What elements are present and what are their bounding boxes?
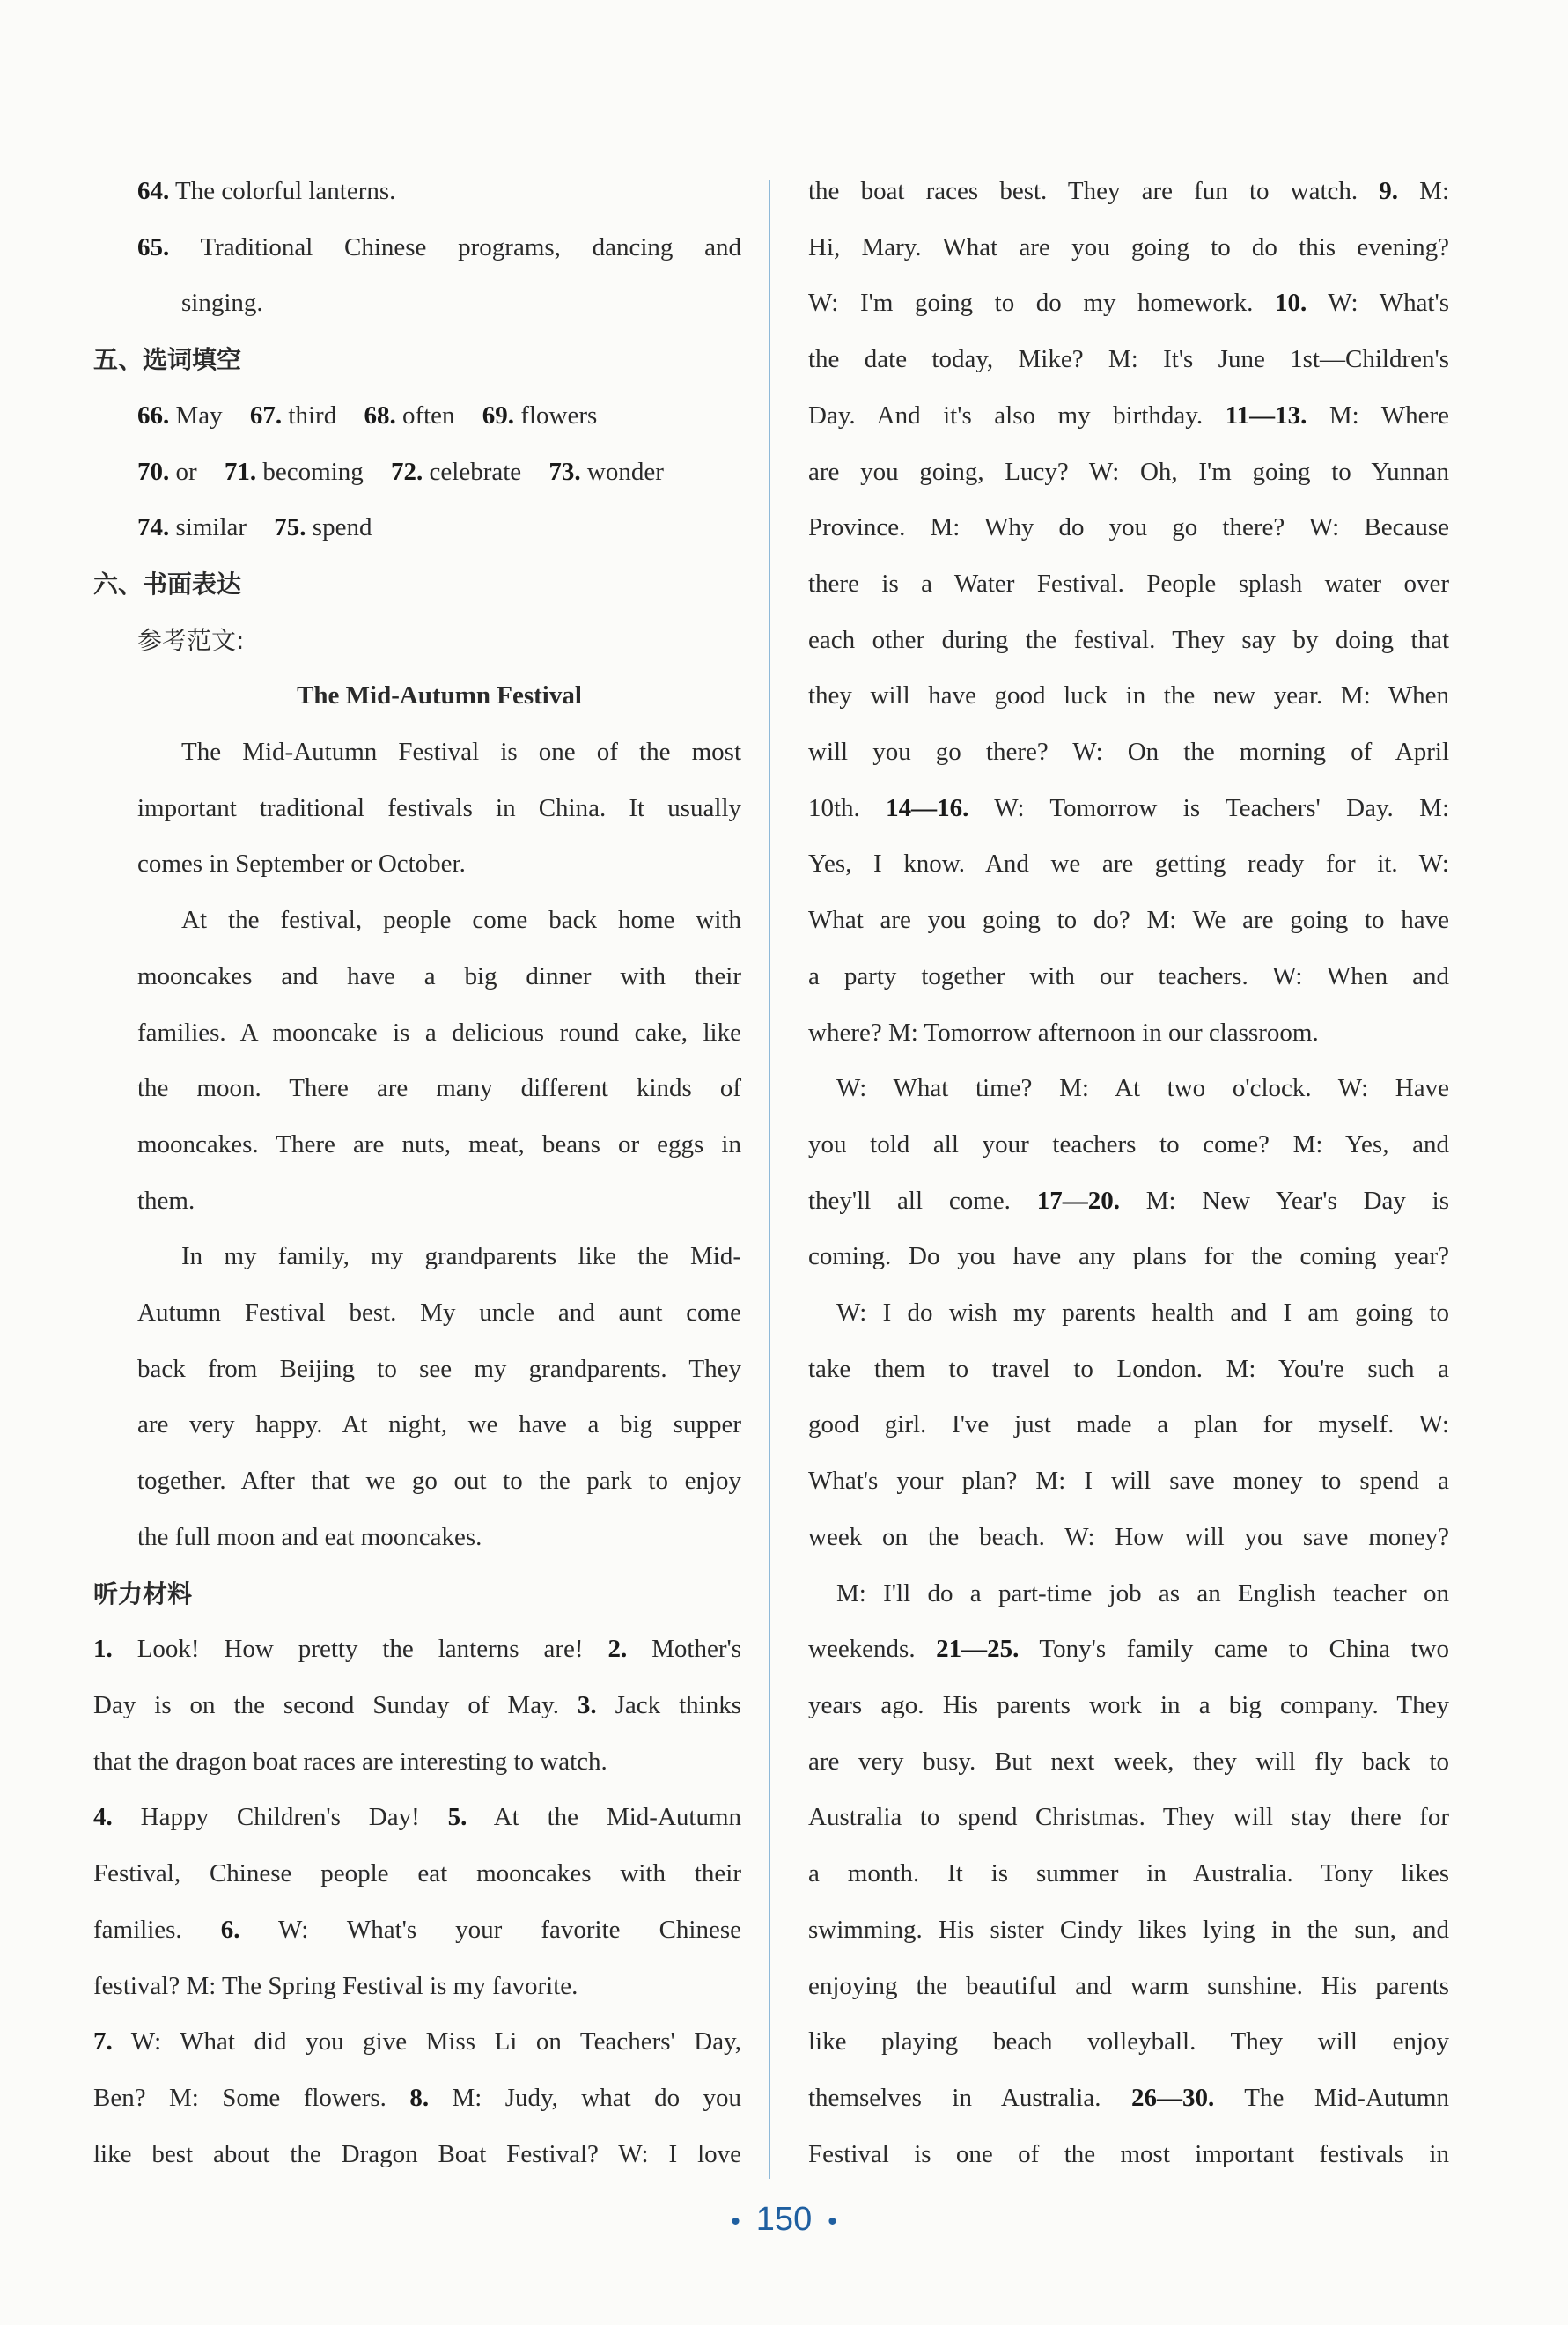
word-answers-row-1 [93, 388, 741, 445]
essay-line: are very happy. At night, we have a big supper [137, 1410, 741, 1439]
line-text: where? M: Tomorrow afternoon in our classroom. [808, 1018, 1319, 1047]
word-answers-row-2 [93, 445, 741, 501]
right-column [808, 164, 1449, 2182]
line-text: week on the beach. W: How will you save money? [808, 1522, 1449, 1551]
left-column [93, 164, 741, 2182]
listening-line [808, 445, 1449, 501]
word-answer: 74. similar [137, 513, 247, 542]
line-text: Festival is one of the most important festivals in [808, 2139, 1449, 2168]
line-text: 10th. [808, 793, 860, 822]
essay-line: the moon. There are many different kinds of [137, 1074, 741, 1103]
listening-line [808, 1566, 1449, 1622]
word-answer: 72. celebrate [391, 457, 522, 486]
item-number: 9. [1379, 177, 1399, 205]
listening-line [808, 1005, 1449, 1062]
line-text: M: Where [1329, 401, 1450, 430]
listening-line [808, 2127, 1449, 2183]
item-number: 65. [137, 232, 170, 261]
line-text: years ago. His parents work in a big company. They [808, 1690, 1449, 1719]
line-text: W: I'm going to do my homework. [808, 289, 1254, 318]
listening-line [808, 1734, 1449, 1791]
essay-line: The Mid-Autumn Festival is one of the most [181, 738, 741, 767]
listening-line [808, 1902, 1449, 1959]
line-text: W: What time? M: At two o'clock. W: Have [836, 1074, 1449, 1103]
word-answers-row-3 [93, 500, 741, 556]
listening-line: Day is on the second Sunday of May. 3. Jack thinks [93, 1690, 742, 1719]
line-text: the boat races best. They are fun to watch. [808, 177, 1358, 205]
listening-line [808, 1959, 1449, 2015]
line-text: coming. Do you have any plans for the coming year? [808, 1242, 1449, 1271]
listening-line: 4. Happy Children's Day! 5. At the Mid-Autumn [93, 1803, 742, 1832]
line-text: enjoying the beautiful and warm sunshine. His parents [808, 1971, 1449, 2000]
answer-65 [93, 220, 741, 276]
listening-line [808, 556, 1449, 613]
line-text: Province. M: Why do you go there? W: Because [808, 513, 1449, 542]
line-text: take them to travel to London. M: You're such a [808, 1354, 1449, 1383]
section-5-heading: 五、选词填空 [93, 345, 242, 375]
listening-line [808, 1453, 1449, 1510]
section-6-heading: 六、书面表达 [93, 569, 242, 599]
word-answer: 71. becoming [224, 457, 364, 486]
line-text: W: Tomorrow is Teachers' Day. M: [994, 793, 1449, 822]
listening-line: families. 6. W: What's your favorite Chinese [93, 1915, 741, 1944]
line-text: Yes, I know. And we are getting ready for it. W: [808, 850, 1449, 879]
essay-line: mooncakes and have a big dinner with their [137, 961, 741, 990]
essay-line: together. After that we go out to the park to enjoy [137, 1467, 741, 1496]
essay-line: families. A mooncake is a delicious round cake, like [137, 1018, 741, 1047]
listening-line [808, 1342, 1449, 1398]
listening-line [808, 388, 1449, 445]
line-text: are you going, Lucy? W: Oh, I'm going to Yunnan [808, 457, 1449, 486]
bullet-dot: • [731, 2207, 740, 2236]
essay-line: the full moon and eat mooncakes. [137, 1522, 482, 1551]
listening-line [808, 668, 1449, 725]
line-text: you told all your teachers to come? M: Yes, and [808, 1129, 1449, 1159]
listening-line [808, 220, 1449, 276]
word-answer: 75. spend [274, 513, 372, 542]
line-text: M: [1419, 177, 1449, 205]
item-number: 14—16. [886, 793, 969, 822]
essay-line: important traditional festivals in China. It usually [137, 793, 741, 822]
page-number [0, 2201, 1568, 2239]
listening-line [808, 1285, 1449, 1342]
essay-line: Autumn Festival best. My uncle and aunt come [137, 1299, 741, 1328]
line-text: themselves in Australia. [808, 2083, 1101, 2112]
bullet-dot: • [828, 2207, 837, 2236]
line-text: will you go there? W: On the morning of April [808, 738, 1449, 767]
listening-line: 7. W: What did you give Miss Li on Teachers' Day, [93, 2027, 741, 2056]
listening-line [808, 781, 1449, 837]
listening-line [808, 500, 1449, 556]
listening-line [808, 725, 1449, 781]
line-text: W: I do wish my parents health and I am going to [836, 1299, 1449, 1328]
column-divider [769, 180, 770, 2179]
item-number: 10. [1274, 289, 1307, 318]
answer-text: singing. [181, 289, 263, 318]
line-text: like playing beach volleyball. They will enjoy [808, 2027, 1449, 2056]
essay-line: mooncakes. There are nuts, meat, beans or eggs in [137, 1129, 741, 1159]
line-text: weekends. [808, 1635, 916, 1664]
line-text: a party together with our teachers. W: When and [808, 961, 1449, 990]
listening-line [808, 2071, 1449, 2127]
listening-line: that the dragon boat races are interesting to watch. [93, 1747, 607, 1776]
line-text: The Mid-Autumn [1244, 2083, 1449, 2112]
line-text: are very busy. But next week, they will fly back to [808, 1747, 1449, 1776]
page-number-text: 150 [755, 2201, 813, 2238]
listening-line [808, 1790, 1449, 1846]
line-text: each other during the festival. They say by doing that [808, 625, 1449, 654]
answer-text: Traditional Chinese programs, dancing and [200, 232, 742, 261]
answer-65-cont [93, 276, 741, 332]
listening-line [808, 164, 1449, 220]
essay-line: them. [137, 1186, 195, 1215]
listening-line [808, 1117, 1449, 1174]
listening-line [808, 2014, 1449, 2071]
item-number: 21—25. [936, 1635, 1020, 1664]
listening-line [808, 1510, 1449, 1566]
item-number: 11—13. [1225, 401, 1307, 430]
listening-line: Festival, Chinese people eat mooncakes with their [93, 1859, 741, 1888]
essay-title: The Mid-Autumn Festival [297, 681, 582, 710]
answer-64 [93, 164, 741, 220]
line-text: Day. And it's also my birthday. [808, 401, 1204, 430]
item-number: 26—30. [1131, 2083, 1215, 2112]
line-text: they will have good luck in the new year. M: When [808, 681, 1449, 710]
listening-heading: 听力材料 [93, 1578, 193, 1608]
listening-line [808, 836, 1449, 893]
item-number: 64. [137, 177, 170, 205]
word-answer: 69. flowers [482, 401, 598, 430]
listening-line [808, 893, 1449, 949]
listening-line [808, 1174, 1449, 1230]
sample-essay-label: 参考范文: [137, 625, 245, 655]
line-text: swimming. His sister Cindy likes lying in the sun, and [808, 1915, 1449, 1944]
essay-line: comes in September or October. [137, 850, 466, 879]
line-text: M: I'll do a part-time job as an English teacher on [836, 1578, 1449, 1608]
line-text: the date today, Mike? M: It's June 1st—Children's [808, 345, 1449, 374]
listening-line [808, 276, 1449, 332]
listening-line [808, 1678, 1449, 1734]
line-text: What are you going to do? M: We are going to have [808, 906, 1449, 935]
line-text: good girl. I've just made a plan for myself. W: [808, 1410, 1449, 1439]
line-text: a month. It is summer in Australia. Tony likes [808, 1859, 1449, 1888]
listening-line [808, 613, 1449, 669]
essay-line: At the festival, people come back home with [181, 906, 741, 935]
line-text: What's your plan? M: I will save money to spend a [808, 1467, 1449, 1496]
word-answer: 66. May [137, 401, 223, 430]
listening-line [808, 1846, 1449, 1902]
listening-line: 1. Look! How pretty the lanterns are! 2. Mother's [93, 1635, 742, 1664]
listening-line [808, 1622, 1449, 1678]
line-text: they'll all come. [808, 1186, 1011, 1215]
item-number: 17—20. [1036, 1186, 1120, 1215]
listening-line: like best about the Dragon Boat Festival? W: I love [93, 2139, 741, 2168]
word-answer: 67. third [249, 401, 337, 430]
essay-line: back from Beijing to see my grandparents. They [137, 1354, 741, 1383]
line-text: Australia to spend Christmas. They will stay there for [808, 1803, 1449, 1832]
answer-text: The colorful lanterns. [174, 177, 396, 205]
line-text: Hi, Mary. What are you going to do this evening? [808, 232, 1449, 261]
listening-line [808, 1397, 1449, 1453]
line-text: W: What's [1328, 289, 1450, 318]
essay-line: In my family, my grandparents like the Mid- [181, 1242, 741, 1271]
line-text: M: New Year's Day is [1145, 1186, 1450, 1215]
listening-line: festival? M: The Spring Festival is my favorite. [93, 1971, 578, 2000]
line-text: Tony's family came to China two [1039, 1635, 1449, 1664]
line-text: there is a Water Festival. People splash water over [808, 569, 1449, 598]
word-answer: 68. often [364, 401, 455, 430]
listening-line: Ben? M: Some flowers. 8. M: Judy, what do you [93, 2083, 741, 2112]
word-answer: 73. wonder [548, 457, 664, 486]
listening-line [808, 949, 1449, 1005]
listening-line [808, 1229, 1449, 1285]
word-answer: 70. or [137, 457, 197, 486]
listening-line [808, 1061, 1449, 1117]
listening-line [808, 332, 1449, 388]
